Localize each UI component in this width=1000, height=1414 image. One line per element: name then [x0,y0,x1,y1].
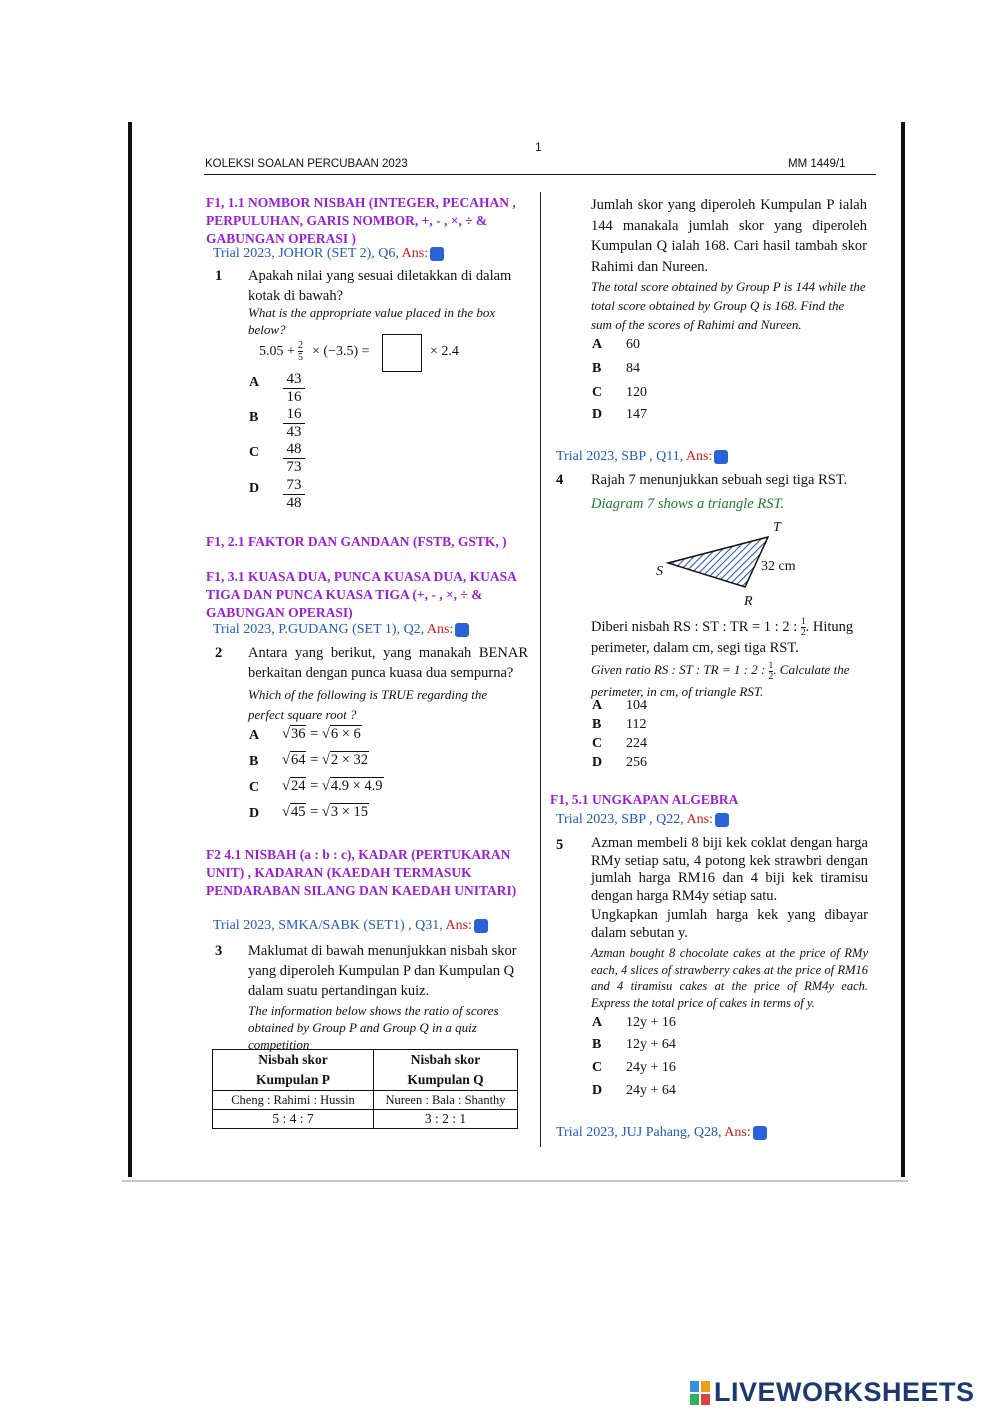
table-cell-p-ratio: 5 : 4 : 7 [213,1110,374,1129]
q1-ans-label: Ans: [401,246,429,261]
q5-text-en: Azman bought 8 chocolate cakes at the price of RMy each, 4 slices of strawberry cakes at the price of RM16 and 4 tiramisu cakes at the price of RM4y each. Express the total price of cakes in terms of y. [591,946,868,1010]
liveworksheets-logo-icon [690,1381,710,1405]
option-fraction[interactable] [283,371,305,406]
option-letter[interactable]: C [249,445,260,460]
option-equation[interactable] [282,752,369,769]
q5-text-ms: Azman membeli 8 biji kek coklat dengan harga RMy setiap satu, 4 potong kek strawbri dengan jumlah harga RM16 dan 4 biji kek tiramisu dengan harga RM4y setiap satu. [591,835,868,904]
sqrt-sign: √ [282,752,290,768]
header-rule [204,174,876,175]
option-letter[interactable]: D [592,407,603,422]
q4-answer-drop-box[interactable] [714,450,728,464]
q1-expr-mid: × (−3.5) = [312,344,370,359]
q4-given-ms-a: Diberi nisbah RS : ST : TR = 1 : 2 : [591,619,798,635]
option-letter[interactable]: D [592,1083,603,1098]
fraction-numerator: 16 [286,406,302,422]
footer-brand-text: LIVEWORKSHEETS [714,1377,975,1407]
table-cell-q-ratio: 3 : 2 : 1 [374,1110,518,1129]
q4-source-text: Trial 2023, SBP , Q11, [556,449,684,464]
header-title: KOLEKSI SOALAN PERCUBAAN 2023 [205,158,408,170]
q5-ans-label: Ans: [686,812,713,827]
option-equation[interactable] [282,726,362,743]
table-header-p-line1: Nisbah skor [258,1052,328,1067]
table-cell-p-names: Cheng : Rahimi : Hussin [213,1091,374,1110]
option-fraction[interactable] [283,406,305,441]
table-cell-q-names: Nureen : Bala : Shanthy [374,1091,518,1110]
q5-text-ms2: Ungkapkan jumlah harga kek yang dibayar dalam sebutan y. [591,907,868,941]
q1-number: 1 [215,268,223,284]
q5-source [556,812,729,828]
q3-continued-en: The total score obtained by Group P is 144 while the total score obtained by Group Q is 168. Find the sum of the scores of Rahimi and Nureen. [591,279,866,332]
q6-ans-label: Ans: [724,1125,751,1140]
option-letter[interactable]: A [592,698,603,713]
topic-heading-5: F1, 5.1 UNGKAPAN ALGEBRA [550,792,739,807]
q4-given-en [591,660,871,702]
option-text[interactable]: 24y + 64 [626,1083,676,1098]
sqrt-sign: √ [282,726,290,742]
q3-text-ms: Maklumat di bawah menunjukkan nisbah skor yang diperoleh Kumpulan P dan Kumpulan Q dalam suatu pertandingan kuiz. [248,943,517,999]
sqrt-rhs: 6 × 6 [330,726,361,742]
q1-source [213,246,444,262]
q3-ans-label: Ans: [445,918,472,933]
option-letter[interactable]: A [249,728,260,743]
q6-answer-drop-box[interactable] [753,1126,767,1140]
q3-source [213,918,488,934]
q2-number: 2 [215,645,223,661]
equals-sign: = [306,778,322,794]
q1-expr-frac-den: 5 [298,352,303,363]
q4-text-en: Diagram 7 shows a triangle RST. [591,496,785,512]
q3-source-text: Trial 2023, SMKA/SABK (SET1) , Q31, [213,918,443,933]
sqrt-sign: √ [321,804,330,820]
option-text[interactable]: 60 [626,337,640,352]
fraction-numerator: 43 [286,371,302,387]
option-letter[interactable]: B [249,754,259,769]
option-text[interactable]: 224 [626,736,647,751]
triangle-label-t: T [773,520,781,535]
triangle-label-r: R [744,594,753,609]
fraction-denominator: 16 [283,388,305,406]
q3-text-en: The information below shows the ratio of scores obtained by Group P and Group Q in a quiz competition [248,1003,499,1052]
table-header-q-line1: Nisbah skor [410,1052,481,1067]
option-letter[interactable]: A [592,1015,603,1030]
q2-ans-label: Ans: [426,622,454,637]
table-header-p-line2: Kumpulan P [256,1072,330,1087]
q3-number: 3 [215,943,223,959]
option-text[interactable]: 12y + 16 [626,1015,676,1030]
q1-expr-fraction [298,340,303,363]
q1-expr-frac-num: 2 [298,340,303,351]
sqrt-lhs: 24 [290,778,306,794]
option-fraction[interactable] [283,477,305,512]
q1-answer-drop-box[interactable] [430,247,444,261]
topic-heading-1: F1, 1.1 NOMBOR NISBAH (INTEGER, PECAHAN , PERPULUHAN, GARIS NOMBOR, +, - , ×, ÷ & GABUNGAN OPERASI ) [206,195,516,246]
topic-heading-4: F2 4.1 NISBAH (a : b : c), KADAR (PERTUKARAN UNIT) , KADARAN (KAEDAH TERMASUK PENDARABAN SILANG DAN KAEDAH UNITARI) [206,847,517,898]
q2-source-text: Trial 2023, P.GUDANG (SET 1), Q2, [213,622,425,637]
option-text[interactable]: 147 [626,407,647,422]
q3-continued-ms: Jumlah skor yang diperoleh Kumpulan P ialah 144 manakala jumlah skor yang diperoleh Kumpulan Q ialah 168. Cari hasil tambah skor Rahimi dan Nureen. [591,197,867,275]
option-text[interactable]: 104 [626,698,647,713]
sqrt-rhs: 3 × 15 [330,804,369,820]
sqrt-lhs: 45 [290,804,306,820]
sqrt-sign: √ [321,778,330,794]
fraction-numerator: 73 [286,477,302,493]
option-letter[interactable]: C [592,736,603,751]
triangle-label-s: S [656,564,663,579]
option-letter[interactable]: D [249,806,260,821]
q5-source-text: Trial 2023, SBP , Q22, [556,812,684,827]
q4-given-en-b: . Calculate the perimeter, in cm, of triangle RST. [591,662,850,699]
q1-expr-left: 5.05 + [259,344,295,359]
q1-source-text: Trial 2023, JOHOR (SET 2), Q6, [213,246,399,261]
q5-answer-drop-box[interactable] [715,813,729,827]
option-letter[interactable]: B [592,1037,602,1052]
right-border [901,122,905,1177]
sqrt-sign: √ [321,752,330,768]
q4-ans-label: Ans: [685,449,713,464]
option-letter[interactable]: A [592,337,603,352]
sqrt-sign: √ [282,778,290,794]
q4-half-num-ms: 1 [800,617,806,628]
table-header-q-line2: Kumpulan Q [407,1072,484,1087]
q4-half-den-ms: 2 [800,628,806,639]
q4-half-num-en: 1 [768,660,774,671]
sqrt-lhs: 64 [290,752,306,768]
option-text[interactable]: 24y + 16 [626,1060,676,1075]
column-divider [540,192,541,1147]
q2-text-ms: Antara yang berikut, yang manakah BENAR berkaitan dengan punca kuasa dua sempurna? [248,645,528,681]
q4-given-ms-b: . Hitung perimeter, dalam cm, segi tiga RST. [591,619,854,657]
fraction-denominator: 43 [283,423,305,441]
fraction-denominator: 48 [283,494,305,512]
topic-heading-3: F1, 3.1 KUASA DUA, PUNCA KUASA DUA, KUASA TIGA DAN PUNCA KUASA TIGA (+, - , ×, ÷ & GABUNGAN OPERASI) [206,569,517,620]
q1-answer-box[interactable] [382,334,422,372]
q2-source [213,622,469,638]
option-letter[interactable]: D [592,755,603,770]
triangle-shape [668,537,768,587]
triangle-side-label: 32 cm [761,559,796,574]
option-letter[interactable]: D [249,481,260,496]
option-letter[interactable]: B [592,717,602,732]
option-letter[interactable]: C [592,385,603,400]
q5-number: 5 [556,837,564,853]
q1-text-en: What is the appropriate value placed in the box below? [248,305,496,337]
option-text[interactable]: 256 [626,755,647,770]
left-border [128,122,132,1177]
q6-source [556,1125,767,1141]
option-text[interactable]: 112 [626,717,647,732]
table-header-q [374,1050,518,1091]
sqrt-sign: √ [282,804,290,820]
q4-given-en-a: Given ratio RS : ST : TR = 1 : 2 : [591,662,766,677]
header-code: MM 1449/1 [788,158,846,170]
q4-source [556,449,728,465]
option-letter[interactable]: B [249,410,259,425]
q6-source-text: Trial 2023, JUJ Pahang, Q28, [556,1125,722,1140]
sqrt-lhs: 36 [290,726,306,742]
q2-answer-drop-box[interactable] [455,623,469,637]
q2-text-en: Which of the following is TRUE regarding the perfect square root ? [248,687,488,722]
q3-ratio-table [212,1049,518,1129]
equals-sign: = [306,804,322,820]
page-number: 1 [535,140,542,154]
q1-text-ms: Apakah nilai yang sesuai diletakkan di dalam kotak di bawah? [248,268,512,304]
table-header-p [213,1050,374,1091]
q1-expr-right: × 2.4 [430,344,459,359]
fraction-numerator: 48 [286,441,302,457]
option-letter[interactable]: A [249,375,260,390]
option-equation[interactable] [282,804,369,821]
option-letter[interactable]: C [592,1060,603,1075]
option-equation[interactable] [282,778,384,795]
equals-sign: = [306,726,322,742]
footer-brand [690,1377,975,1408]
sqrt-rhs: 4.9 × 4.9 [330,778,383,794]
option-fraction[interactable] [283,441,305,476]
q4-number: 4 [556,472,564,488]
equals-sign: = [306,752,322,768]
option-text[interactable]: 120 [626,385,647,400]
q4-half-den-en: 2 [768,671,774,682]
q4-given-ms [591,617,871,658]
fraction-denominator: 73 [283,458,305,476]
sqrt-rhs: 2 × 32 [330,752,369,768]
q4-text-ms: Rajah 7 menunjukkan sebuah segi tiga RST. [591,472,848,488]
q3-answer-drop-box[interactable] [474,919,488,933]
option-text[interactable]: 12y + 64 [626,1037,676,1052]
option-text[interactable]: 84 [626,361,640,376]
option-letter[interactable]: C [249,780,260,795]
topic-heading-2: F1, 2.1 FAKTOR DAN GANDAAN (FSTB, GSTK, ) [206,534,507,549]
sqrt-sign: √ [321,726,330,742]
option-letter[interactable]: B [592,361,602,376]
